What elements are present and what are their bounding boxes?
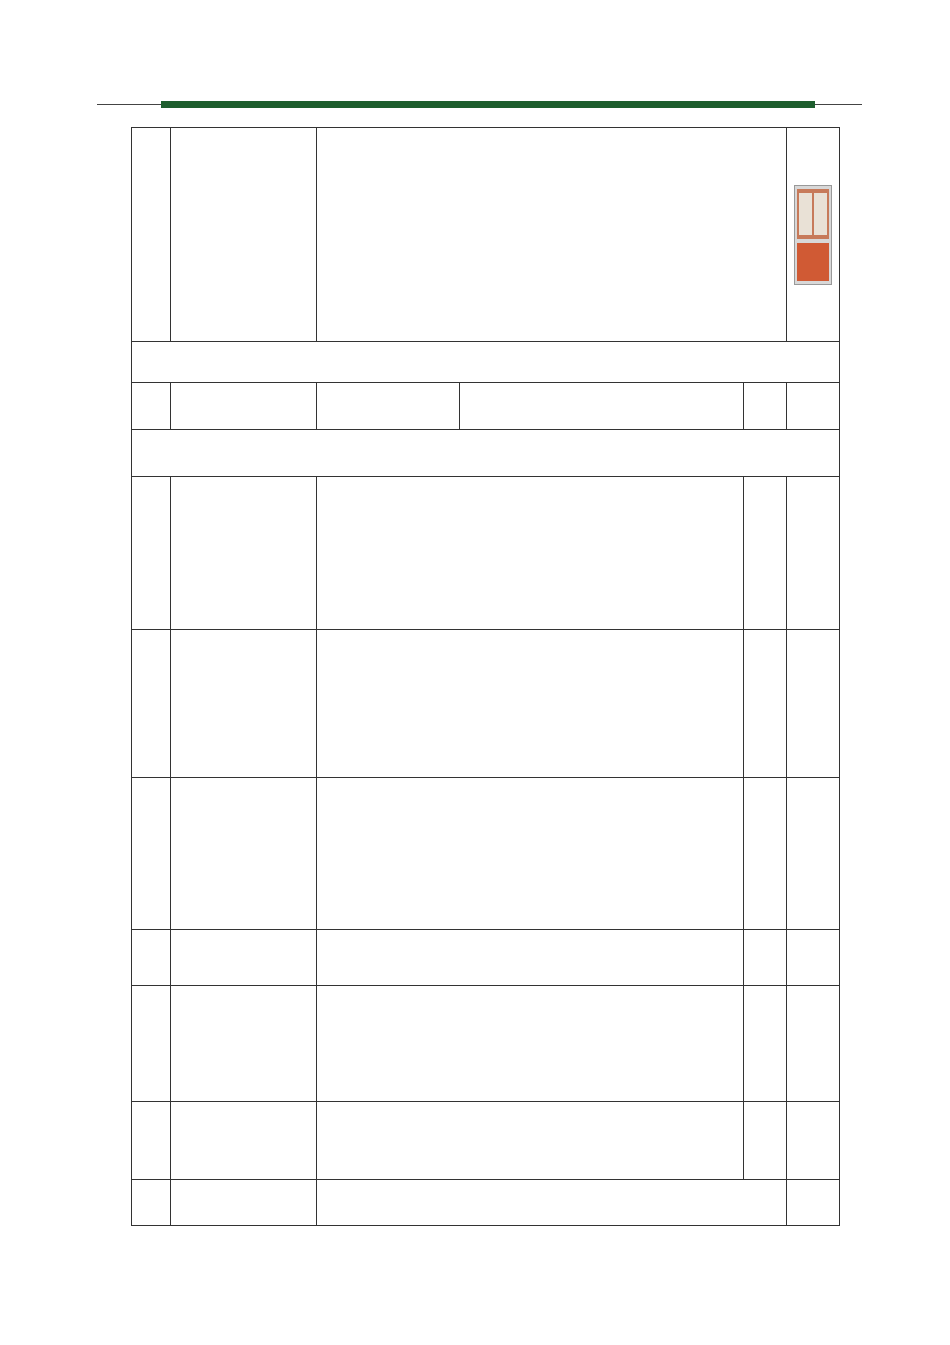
col-header-seq	[132, 383, 171, 430]
row-unit	[787, 986, 840, 1102]
row-desc	[317, 1180, 787, 1226]
row-qty	[132, 430, 840, 477]
table-row	[132, 477, 840, 630]
cabinet-spec-cell	[317, 128, 787, 342]
col-header-qty	[744, 383, 787, 430]
page-header	[113, 68, 161, 83]
row-unit	[787, 477, 840, 630]
row-desc	[317, 986, 744, 1102]
row-qty	[744, 986, 787, 1102]
row-name	[171, 1180, 317, 1226]
row-qty	[744, 630, 787, 778]
col-header-unit	[787, 383, 840, 430]
row-unit	[787, 930, 840, 986]
row-desc	[317, 930, 744, 986]
table-header-row	[132, 383, 840, 430]
section-row	[132, 430, 840, 477]
row-seq	[132, 930, 171, 986]
row-name	[171, 778, 317, 930]
table-row-cabinet-spec	[132, 128, 840, 342]
row-name	[171, 630, 317, 778]
special-note	[132, 342, 840, 383]
row-qty	[744, 1102, 787, 1180]
table-row	[132, 986, 840, 1102]
equipment-table	[131, 127, 840, 1226]
item-rows	[132, 477, 840, 1180]
row-name	[171, 1102, 317, 1180]
table-row	[132, 630, 840, 778]
col-header-name	[171, 383, 317, 430]
table-row-note	[132, 342, 840, 383]
row-qty	[744, 477, 787, 630]
col-header-spec	[317, 383, 460, 430]
row-qty	[744, 930, 787, 986]
row-desc	[317, 778, 744, 930]
row-desc	[317, 630, 744, 778]
row-name	[171, 930, 317, 986]
row-name	[171, 477, 317, 630]
row-unit	[787, 778, 840, 930]
row-seq	[132, 1180, 171, 1226]
cabinet-photo-icon	[794, 185, 832, 285]
table-row	[132, 778, 840, 930]
table-row	[132, 1102, 840, 1180]
row-seq	[132, 630, 171, 778]
row-desc	[317, 1102, 744, 1180]
cabinet-image-cell	[787, 128, 840, 342]
table-row	[132, 1180, 840, 1226]
row-unit	[787, 1102, 840, 1180]
row-qty	[744, 778, 787, 930]
row-unit	[787, 630, 840, 778]
row-desc	[317, 477, 744, 630]
row-seq	[132, 778, 171, 930]
header-rule-thick	[161, 101, 815, 108]
row-seq	[132, 477, 171, 630]
row-unit-cell	[787, 1180, 840, 1226]
table-row	[132, 930, 840, 986]
row-name	[171, 986, 317, 1102]
row-seq	[132, 986, 171, 1102]
col-header-material	[460, 383, 744, 430]
row-seq	[132, 1102, 171, 1180]
